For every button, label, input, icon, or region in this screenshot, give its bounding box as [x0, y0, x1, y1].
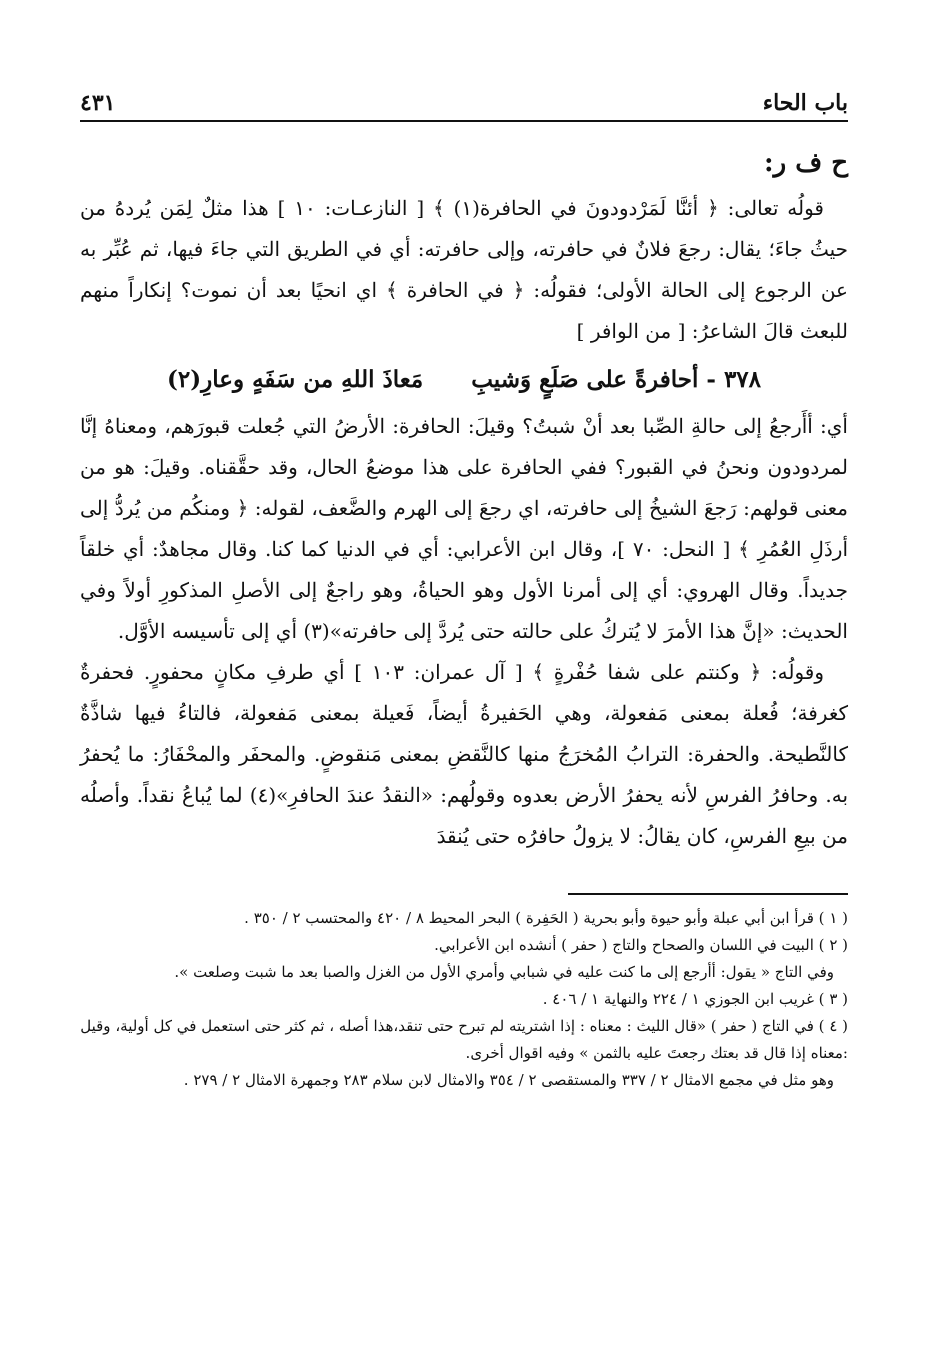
verse-second-hemistich: مَعاذَ اللهِ من سَفَهٍ وعارِ(٢)	[167, 366, 424, 393]
running-header	[80, 78, 848, 122]
footnote-2: ( ٢ ) البيت في اللسان والصحاح والتاج ( حفر ) أنشده ابن الأعرابي.	[434, 936, 848, 954]
poetry-verse	[80, 358, 848, 402]
chapter-title: باب الحاء	[762, 90, 848, 116]
footnote-1: ( ١ ) قرأ ابن أبي عبلة وأبو حيوة وأبو بحرية ( الحَفِرة ) البحر المحيط ٨ / ٤٢٠ والمحتسب ٢ / ٣٥٠ .	[244, 909, 848, 927]
verse-first-hemistich	[471, 358, 761, 402]
footnote-4-continuation: وهو مثل في مجمع الامثال ٢ / ٣٣٧ والمستقصى ٢ / ٣٥٤ والامثال لابن سلام ٢٨٣ وجمهرة الامثال ٢ / ٢٧٩ .	[183, 1071, 834, 1089]
entry-paragraph-1: قولُه تعالى: ﴿ أئنَّا لَمَرْدودونَ في الحافرة(١) ﴾ [ النازعـات: ١٠ ] هذا مثلٌ لِمَن يُردهُ من حيثُ جاءَ؛ يقال: رجعَ فلانٌ في حافرته، وإلى حافرته: أي في الطريق التي جاءَ فيها، ثم عُبِّر به عن الرجوع إلى الحالة الأولى؛ فقولُه: ﴿ في الحافرة ﴾ اي انحيًا بعد أن نموت؟ إنكاراً منهم للبعث قالَ الشاعرُ: [ من الوافر ]	[80, 196, 848, 343]
footnote-2-continuation: وفي التاج « يقول: أأرجع إلى ما كنت عليه في شبابي وأمري الأول من الغزل والصبا بعد ما شبت وصلعت ».	[174, 963, 834, 981]
page-number: ٤٣١	[80, 90, 116, 116]
footnotes	[80, 905, 848, 1094]
footnote-4: ( ٤ ) في التاج ( حفر ) «قال الليث : معناه : إذا اشتريته لم تبرح حتى تنقد،هذا أصله ، ثم كثر حتى استعمل في كل أولية، وقيل :معناه إذا قال قد بعتك رجعتَ عليه بالثمن » وفيه اقوال أخرى.	[80, 1017, 848, 1062]
root-heading: ح ف ر:	[764, 148, 848, 178]
entry-paragraph-2: أي: أأَرجعُ إلى حالةِ الصِّبا بعد أنْ شبتُ؟ وقيلَ: الحافرة: الأرضُ التي جُعلت قبورَهم، ومعناهُ إنَّا لمردودون ونحنُ في القبور؟ ففي الحافرة على هذا موضعُ الحال، وقد حقَّقناه. وقيلَ: هو من معنى قولهم: رَجعَ الشيخُ إلى حافرته، اي رجعَ إلى الهرم والضَّعف، لقوله: ﴿ ومنكُم من يُردُّ إلى أرذَلِ العُمُرِ ﴾ [ النحل: ٧٠ ]، وقال ابن الأعرابي: أي في الدنيا كما كنا. وقال مجاهدٌ: أي خلقاً جديداً. وقال الهروي: أي إلى أمرنا الأول وهو الحياةُ، وهو راجعٌ إلى الأصلِ المذكورِ أولاً وفي الحديث: «إنَّ هذا الأمرَ لا يُتركُ على حالته حتى يُردَّ إلى حافرته»(٣) أي إلى تأسيسه الأوَّل.	[80, 414, 848, 643]
entry-paragraph-3: وقولُه: ﴿ وكنتم على شفا حُفْرةٍ ﴾ [ آل عمران: ١٠٣ ] أي طرفِ مكانٍ محفورٍ. فحفرةٌ كغرفة؛ فُعلة بمعنى مَفعولة، وهي الحَفيرةُ أيضاً، فَعيلة بمعنى مَفعولة، فالتاءُ فيها شاذَّةٌ كالنَّطيحة. والحفرة: الترابُ المُخرَجُ منها كالنَّقضِ بمعنى مَنقوضٍ. والمحفَر والمحْفَارُ: ما يُحفرُ به. وحافرُ الفرسِ لأنه يحفرُ الأرض بعدوه وقولُهم: «النقدُ عندَ الحافرِ»(٤) لما يُباعُ نقداً. وأصلُه من بيعِ الفرسِ، كان يقالُ: لا يزولُ حافرُه حتى يُنقدَ	[80, 660, 849, 848]
verse-number: ٣٧٨ -	[706, 366, 761, 393]
footnote-separator	[568, 893, 848, 895]
verse-first-text: أحافرةً على صَلَعٍ وَشيبِ	[471, 366, 699, 393]
footnote-3: ( ٣ ) غريب ابن الجوزي ١ / ٢٢٤ والنهاية ١ / ٤٠٦ .	[542, 990, 848, 1008]
